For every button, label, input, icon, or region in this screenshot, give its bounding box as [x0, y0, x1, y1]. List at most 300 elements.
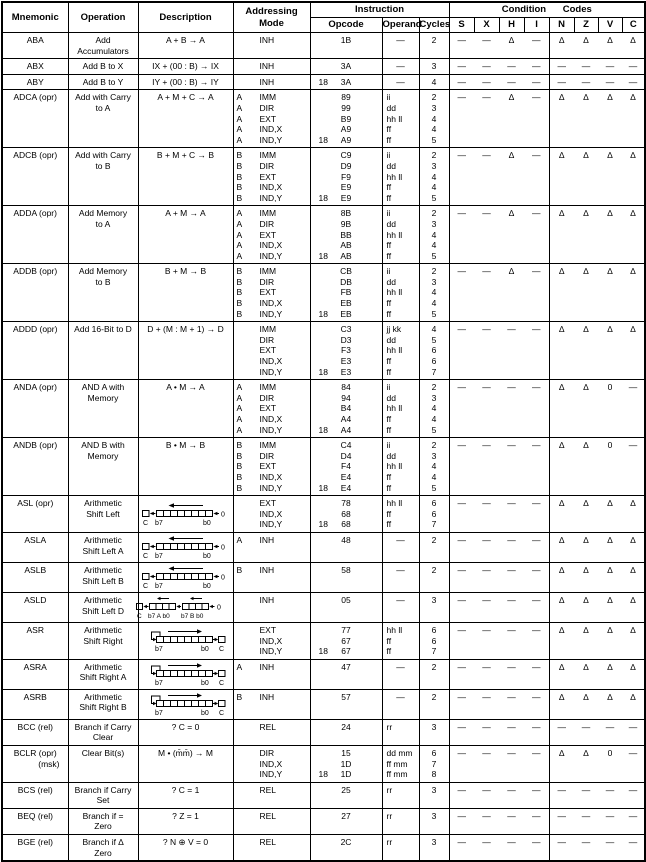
table-row [2, 148, 645, 206]
condition-code-s: — [449, 264, 474, 322]
addressing-mode-cell [233, 90, 310, 148]
operand-value: dd [386, 102, 396, 113]
svg-text:C: C [142, 582, 148, 590]
mode-label: EXT [259, 461, 277, 472]
condition-code-s: — [449, 148, 474, 206]
mode-label: REL [259, 810, 277, 821]
operation-cell [68, 659, 138, 689]
addressing-mode-line [234, 461, 310, 472]
opcode-prefix: 18 [318, 769, 328, 780]
opcode-value: D9 [340, 160, 352, 171]
operand-value: hh ll [386, 498, 403, 509]
addressing-mode-line [234, 219, 310, 230]
opcode-value: F9 [341, 171, 351, 182]
mnemonic-label: ASRA [23, 661, 47, 672]
addressing-mode-line [234, 837, 310, 848]
condition-code-i: — [524, 532, 549, 562]
opcode-line [311, 161, 382, 172]
cycles-value: 7 [431, 758, 437, 769]
addressing-mode-line [234, 393, 310, 404]
col-header-cc-n: N [549, 18, 574, 33]
mnemonic-label: ANDA (opr) [13, 382, 57, 393]
condition-code-c: — [622, 74, 645, 90]
condition-code-h: — [499, 835, 524, 862]
operation-cell [68, 745, 138, 782]
opcode-line [311, 230, 382, 241]
condition-code-x: — [474, 592, 499, 622]
addressing-mode-line [234, 636, 310, 647]
mnemonic-cell [2, 496, 68, 533]
addressing-mode-cell [233, 719, 310, 745]
cycles-value: 2 [431, 208, 437, 219]
operation-cell [68, 719, 138, 745]
opcode-line [311, 451, 382, 462]
mnemonic-label: ADDB (opr) [13, 266, 58, 277]
svg-text:C: C [142, 552, 148, 560]
mnemonic-cell [2, 562, 68, 592]
mnemonic-label: BCS (rel) [17, 784, 53, 795]
opcode-line [311, 425, 382, 436]
operation-label: Add Memory [78, 208, 128, 219]
condition-code-i: — [524, 782, 549, 808]
description-cell [138, 622, 233, 659]
cycles-value: 5 [431, 308, 437, 319]
condition-code-s: — [449, 438, 474, 496]
operation-cell [68, 782, 138, 808]
condition-code-v: ∆ [598, 496, 622, 533]
description-formula: B + M + C → B [156, 150, 215, 161]
condition-code-x: — [474, 719, 499, 745]
register-label: B [236, 482, 243, 493]
cycles-cell [419, 206, 449, 264]
operand-value: — [396, 35, 405, 45]
cycles-cell [419, 496, 449, 533]
condition-code-c: ∆ [622, 148, 645, 206]
cycles-value: 6 [431, 747, 437, 758]
condition-code-x: — [474, 264, 499, 322]
condition-code-n: ∆ [549, 592, 574, 622]
addressing-mode-line [234, 277, 310, 288]
addressing-mode-line [234, 425, 310, 436]
operation-cell [68, 835, 138, 862]
condition-code-i: — [524, 719, 549, 745]
operand-cell [382, 562, 419, 592]
description-formula: ? C = 0 [171, 721, 200, 732]
opcode-prefix: 18 [318, 134, 328, 145]
mnemonic-cell [2, 532, 68, 562]
opcode-line [311, 182, 382, 193]
shift-diagram [139, 535, 233, 560]
cycles-value: 4 [431, 182, 437, 193]
operand-value: — [396, 76, 405, 87]
cycles-value: 3 [431, 61, 437, 72]
opcode-line [311, 461, 382, 472]
addressing-mode-cell [233, 438, 310, 496]
description-formula: M • (m̄m̄) → M [158, 747, 213, 758]
operand-value: ff [386, 646, 392, 657]
description-cell [138, 835, 233, 862]
condition-code-z: ∆ [574, 322, 598, 380]
opcode-value: B4 [340, 403, 352, 414]
cycles-value: 6 [431, 345, 437, 356]
operand-value: hh ll [386, 403, 403, 414]
cycles-value: 5 [431, 250, 437, 261]
opcode-line [311, 103, 382, 114]
condition-code-z: ∆ [574, 622, 598, 659]
condition-code-z: ∆ [574, 438, 598, 496]
condition-code-z: — [574, 59, 598, 75]
condition-code-v: — [598, 808, 622, 834]
opcode-value: 47 [341, 661, 351, 672]
operand-value: ff [386, 424, 392, 435]
condition-code-h: — [499, 622, 524, 659]
condition-code-i: — [524, 59, 549, 75]
operation-cell [68, 689, 138, 719]
condition-code-x: — [474, 808, 499, 834]
condition-code-s: — [449, 532, 474, 562]
operand-value: ff [386, 414, 392, 424]
mode-label: DIR [259, 747, 275, 758]
table-row [2, 322, 645, 380]
cycles-cell [419, 264, 449, 322]
addressing-mode-line [234, 251, 310, 262]
addressing-mode-line [234, 414, 310, 425]
opcode-line [311, 595, 382, 606]
opcode-prefix: 18 [318, 250, 328, 261]
cycles-cell [419, 689, 449, 719]
operand-value: rr [386, 784, 393, 795]
opcode-value: 89 [341, 92, 351, 103]
table-row [2, 562, 645, 592]
operation-label: to B [95, 276, 111, 287]
condition-code-h: ∆ [499, 264, 524, 322]
cycles-value: 4 [431, 471, 437, 482]
operation-label: Add Memory [78, 266, 128, 277]
mnemonic-label: ADDD (opr) [13, 324, 58, 335]
addressing-mode-line [234, 150, 310, 161]
mnemonic-cell [2, 264, 68, 322]
opcode-line [311, 324, 382, 335]
opcode-cell [310, 496, 382, 533]
cycles-cell [419, 148, 449, 206]
condition-code-z: ∆ [574, 496, 598, 533]
operand-cell [382, 719, 419, 745]
addressing-mode-cell [233, 33, 310, 59]
table-row [2, 59, 645, 75]
opcode-line [311, 440, 382, 451]
opcode-value: CB [340, 266, 352, 277]
addressing-mode-line [234, 646, 310, 657]
mode-label: IND,Y [259, 250, 283, 261]
mnemonic-cell [2, 438, 68, 496]
register-label: A [236, 102, 243, 113]
mode-label: INH [259, 594, 275, 605]
cycles-cell [419, 438, 449, 496]
operand-value: dd [386, 276, 396, 287]
addressing-mode-cell [233, 59, 310, 75]
condition-code-z: — [574, 808, 598, 834]
opcode-cell [310, 622, 382, 659]
condition-code-x: — [474, 33, 499, 59]
mnemonic-label: ADDA (opr) [13, 208, 57, 219]
operation-label: Zero [94, 821, 112, 832]
condition-code-c: — [622, 380, 645, 438]
condition-code-v: ∆ [598, 90, 622, 148]
table-row [2, 808, 645, 834]
cycles-cell [419, 33, 449, 59]
opcode-line [311, 403, 382, 414]
condition-code-c: ∆ [622, 322, 645, 380]
cycles-value: 7 [431, 519, 437, 530]
condition-code-v: — [598, 835, 622, 862]
register-label: B [236, 192, 243, 203]
cycles-value: 3 [431, 160, 437, 171]
mode-label: IMM [259, 208, 277, 219]
opcode-value: 8B [340, 208, 352, 219]
condition-code-v: ∆ [598, 322, 622, 380]
addressing-mode-line [234, 230, 310, 241]
opcode-cell [310, 745, 382, 782]
condition-code-s: — [449, 322, 474, 380]
cycles-value: 3 [431, 810, 437, 821]
addressing-mode-line [234, 403, 310, 414]
operand-value: hh ll [386, 171, 403, 182]
mnemonic-label: ANDB (opr) [13, 440, 58, 451]
operand-value: ii [386, 440, 391, 451]
description-cell [138, 148, 233, 206]
condition-code-v: — [598, 719, 622, 745]
opcode-value: 1D [340, 758, 352, 769]
operation-label: Arithmetic [84, 564, 122, 575]
opcode-value: 3A [340, 76, 352, 87]
condition-code-n: ∆ [549, 380, 574, 438]
opcode-value: 67 [341, 646, 351, 657]
condition-code-z: — [574, 74, 598, 90]
condition-code-i: — [524, 562, 549, 592]
condition-code-n: ∆ [549, 532, 574, 562]
register-label: B [236, 266, 243, 277]
condition-code-z: ∆ [574, 562, 598, 592]
condition-code-c: — [622, 808, 645, 834]
condition-code-v: — [598, 782, 622, 808]
condition-code-z: — [574, 719, 598, 745]
condition-code-h: — [499, 659, 524, 689]
addressing-mode-line [234, 367, 310, 378]
condition-code-z: ∆ [574, 148, 598, 206]
register-label: A [236, 208, 243, 219]
table-row [2, 74, 645, 90]
operand-value: — [396, 691, 405, 702]
col-header-cc-z: Z [574, 18, 598, 33]
operand-cell [382, 33, 419, 59]
mode-label: IMM [259, 266, 277, 277]
condition-code-i: — [524, 74, 549, 90]
mode-label: IND,Y [259, 769, 283, 780]
cycles-cell [419, 322, 449, 380]
condition-code-i: — [524, 33, 549, 59]
register-label: B [236, 564, 243, 575]
operation-label: Branch if Carry [74, 721, 132, 732]
condition-code-s: — [449, 380, 474, 438]
opcode-value: 58 [341, 564, 351, 575]
condition-code-v: ∆ [598, 206, 622, 264]
col-header-cc-c: C [622, 18, 645, 33]
condition-code-v: 0 [598, 380, 622, 438]
addressing-mode-line [234, 335, 310, 346]
opcode-value: E3 [340, 356, 352, 367]
mnemonic-label: BEQ (rel) [17, 810, 53, 821]
register-label: B [236, 461, 243, 472]
addressing-mode-line [234, 519, 310, 530]
condition-code-i: — [524, 745, 549, 782]
opcode-value: 57 [341, 691, 351, 702]
opcode-value: 1B [340, 35, 352, 45]
mnemonic-cell [2, 622, 68, 659]
mode-label: EXT [259, 287, 277, 298]
register-label: A [236, 124, 243, 135]
mnemonic-label: ADCA (opr) [13, 92, 57, 103]
condition-code-v: — [598, 59, 622, 75]
cycles-value: 8 [431, 769, 437, 780]
description-cell [138, 659, 233, 689]
addressing-mode-line [234, 748, 310, 759]
table-row [2, 206, 645, 264]
mode-label: IND,Y [259, 192, 283, 203]
addressing-mode-line [234, 124, 310, 135]
opcode-prefix: 18 [318, 519, 328, 530]
mnemonic-cell [2, 322, 68, 380]
register-label: A [236, 250, 243, 261]
operation-cell [68, 264, 138, 322]
cycles-cell [419, 622, 449, 659]
opcode-value: 27 [341, 810, 351, 821]
description-formula: A + M → A [165, 208, 206, 219]
condition-code-h: — [499, 719, 524, 745]
description-formula: IY + (00 : B) → IY [152, 76, 219, 87]
svg-text:b0: b0 [202, 552, 211, 560]
mode-label: INH [259, 35, 275, 45]
condition-code-h: — [499, 689, 524, 719]
condition-code-c: ∆ [622, 206, 645, 264]
cycles-value: 6 [431, 624, 437, 635]
addressing-mode-line [234, 769, 310, 780]
condition-code-x: — [474, 206, 499, 264]
operation-label: AND A with [81, 382, 125, 393]
svg-text:C: C [218, 646, 224, 654]
addressing-mode-cell [233, 659, 310, 689]
condition-code-h: ∆ [499, 90, 524, 148]
opcode-line [311, 692, 382, 703]
cycles-value: 2 [431, 440, 437, 451]
opcode-value: E4 [340, 482, 352, 493]
cycles-value: 4 [431, 461, 437, 472]
operand-value: — [396, 534, 405, 545]
cycles-cell [419, 562, 449, 592]
condition-code-v: ∆ [598, 148, 622, 206]
condition-code-z: ∆ [574, 689, 598, 719]
operation-cell [68, 206, 138, 264]
description-formula: A + M + C → A [157, 92, 214, 103]
mode-label: DIR [259, 218, 275, 229]
operand-value: ff [386, 240, 392, 251]
operation-label: to A [95, 102, 111, 113]
description-formula: B + M → B [164, 266, 207, 277]
col-header-cc-s: S [449, 18, 474, 33]
opcode-value: 25 [341, 784, 351, 795]
operand-value: hh ll [386, 113, 403, 124]
cycles-cell [419, 782, 449, 808]
addressing-mode-cell [233, 496, 310, 533]
operand-cell [382, 745, 419, 782]
opcode-line [311, 298, 382, 309]
addressing-mode-line [234, 440, 310, 451]
operand-value: — [396, 661, 405, 672]
operand-value: dd [386, 392, 396, 403]
addressing-mode-cell [233, 148, 310, 206]
addressing-mode-line [234, 161, 310, 172]
opcode-line [311, 219, 382, 230]
mode-label: IND,Y [259, 308, 283, 319]
cycles-cell [419, 532, 449, 562]
description-formula: ? C = 1 [171, 784, 200, 795]
opcode-line [311, 535, 382, 546]
operand-value: ff mm [386, 758, 408, 769]
operation-label: Shift Right A [79, 672, 127, 683]
addressing-mode-line [234, 135, 310, 146]
mode-label: IND,Y [259, 482, 283, 493]
cycles-cell [419, 380, 449, 438]
cycles-cell [419, 90, 449, 148]
operation-label: Memory [87, 392, 119, 403]
addressing-mode-line [234, 785, 310, 796]
condition-code-c: ∆ [622, 689, 645, 719]
instruction-set-reference-page [0, 1, 645, 858]
operand-cell [382, 264, 419, 322]
opcode-cell [310, 592, 382, 622]
opcode-value: F4 [341, 461, 351, 472]
operation-cell [68, 59, 138, 75]
condition-code-n: ∆ [549, 33, 574, 59]
opcode-line [311, 251, 382, 262]
mode-label: DIR [259, 334, 275, 345]
table-row [2, 689, 645, 719]
condition-code-i: — [524, 322, 549, 380]
shift-left-d-diagram [134, 595, 238, 620]
opcode-value: A9 [340, 124, 352, 135]
operation-cell [68, 33, 138, 59]
opcode-line [311, 382, 382, 393]
condition-code-i: — [524, 380, 549, 438]
mnemonic-label: ASR [26, 624, 44, 635]
shift-right-diagram [140, 662, 232, 687]
condition-code-v: ∆ [598, 532, 622, 562]
operand-value: jj kk [386, 324, 402, 335]
operand-cell [382, 808, 419, 834]
opcode-cell [310, 782, 382, 808]
condition-code-i: — [524, 496, 549, 533]
addressing-mode-line [234, 595, 310, 606]
addressing-mode-line [234, 77, 310, 88]
opcode-value: D3 [340, 334, 352, 345]
opcode-cell [310, 380, 382, 438]
condition-code-v: ∆ [598, 562, 622, 592]
mode-label: IND,X [259, 635, 283, 646]
condition-code-z: ∆ [574, 592, 598, 622]
condition-code-i: — [524, 90, 549, 148]
mnemonic-label: ASLD [24, 594, 47, 605]
table-row [2, 380, 645, 438]
opcode-value: 84 [341, 382, 351, 393]
